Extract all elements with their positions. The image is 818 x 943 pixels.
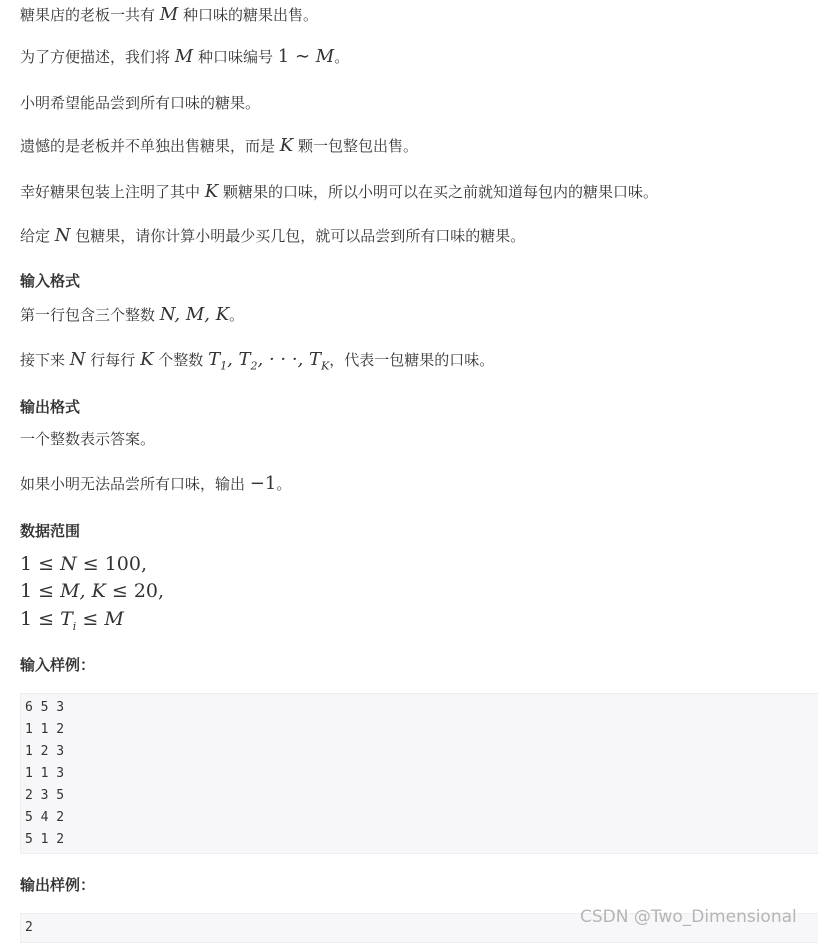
math-var: M	[174, 46, 194, 67]
range-mk	[20, 577, 164, 605]
range-t	[20, 605, 124, 641]
paragraph-labels	[20, 181, 658, 203]
code-line: 1 2 3	[25, 744, 65, 759]
text: ≤ 20,	[105, 580, 165, 602]
text: 1 ≤	[20, 580, 61, 602]
paragraph-packs	[20, 135, 418, 157]
code-line: 2	[25, 920, 33, 935]
text: 个整数	[153, 351, 209, 369]
text: 种口味编号	[193, 48, 278, 66]
math-var: K	[140, 349, 154, 370]
sample-input-code-block	[20, 693, 818, 854]
output-format-heading: 输出格式	[20, 398, 81, 416]
paragraph-wish: 小明希望能品尝到所有口味的糖果。	[20, 94, 261, 112]
data-range-heading: 数据范围	[20, 522, 81, 540]
text: 幸好糖果包装上注明了其中	[20, 183, 205, 201]
code-line: 1 1 3	[25, 766, 65, 781]
math-var: K	[204, 181, 219, 202]
paragraph-flavors	[20, 4, 318, 26]
code-line: 1 1 2	[25, 722, 65, 737]
math-subscript: K	[321, 359, 330, 373]
math-range: 1 ∼	[277, 46, 316, 67]
text: ≤	[76, 608, 105, 630]
text: 包糖果，请你计算小明最少买几包，就可以品尝到所有口味的糖果。	[70, 227, 526, 245]
paragraph-task	[20, 225, 525, 247]
text: 糖果店的老板一共有	[20, 6, 160, 24]
text: 。	[334, 48, 350, 66]
math-var: N	[54, 225, 71, 246]
math-var: M	[159, 4, 179, 25]
math-var: N	[60, 553, 77, 575]
code-line: 5 1 2	[25, 832, 65, 847]
math-var: , · · ·, T	[257, 349, 322, 370]
text: ，代表一包糖果的口味。	[329, 351, 495, 369]
code-line: 2 3 5	[25, 788, 65, 803]
math-var: M	[104, 608, 124, 630]
input-format-heading: 输入格式	[20, 272, 81, 290]
math-var: T	[208, 349, 221, 370]
sample-output-heading: 输出样例：	[20, 876, 96, 894]
math-vars: N, M, K	[159, 304, 230, 325]
text: 给定	[20, 227, 55, 245]
output-format-line2	[20, 473, 291, 495]
text: ≤ 100,	[76, 553, 148, 575]
math-var: T	[60, 608, 73, 630]
math-subscript: i	[72, 619, 77, 633]
text: 接下来	[20, 351, 70, 369]
range-n	[20, 550, 147, 578]
text: 。	[276, 475, 292, 493]
math-subscript: 1	[220, 359, 228, 373]
output-format-line1: 一个整数表示答案。	[20, 430, 156, 448]
text: 1 ≤	[20, 608, 61, 630]
math-sequence	[208, 349, 330, 373]
code-line: 6 5 3	[25, 700, 65, 715]
math-var: N	[69, 349, 86, 370]
math-var: K	[279, 135, 294, 156]
text: 。	[229, 306, 245, 324]
text: 为了方便描述，我们将	[20, 48, 175, 66]
text: 第一行包含三个整数	[20, 306, 160, 324]
text: 行每行	[85, 351, 141, 369]
text: 1 ≤	[20, 553, 61, 575]
text: 颗一包整包出售。	[293, 137, 419, 155]
csdn-watermark: CSDN @Two_Dimensional	[580, 907, 797, 927]
text: 种口味的糖果出售。	[178, 6, 318, 24]
text: 如果小明无法品尝所有口味，输出	[20, 475, 250, 493]
sample-input-heading: 输入样例：	[20, 656, 96, 674]
text: 颗糖果的口味，所以小明可以在买之前就知道每包内的糖果口味。	[218, 183, 659, 201]
math-var: M	[315, 46, 335, 67]
input-format-line2	[20, 349, 494, 371]
text: 遗憾的是老板并不单独出售糖果，而是	[20, 137, 280, 155]
math-number: −1	[249, 473, 277, 494]
math-subscript: 2	[250, 359, 258, 373]
paragraph-numbering	[20, 46, 349, 68]
math-var: , T	[227, 349, 251, 370]
math-var: M, K	[60, 580, 106, 602]
code-line: 5 4 2	[25, 810, 65, 825]
input-format-line1	[20, 304, 244, 326]
